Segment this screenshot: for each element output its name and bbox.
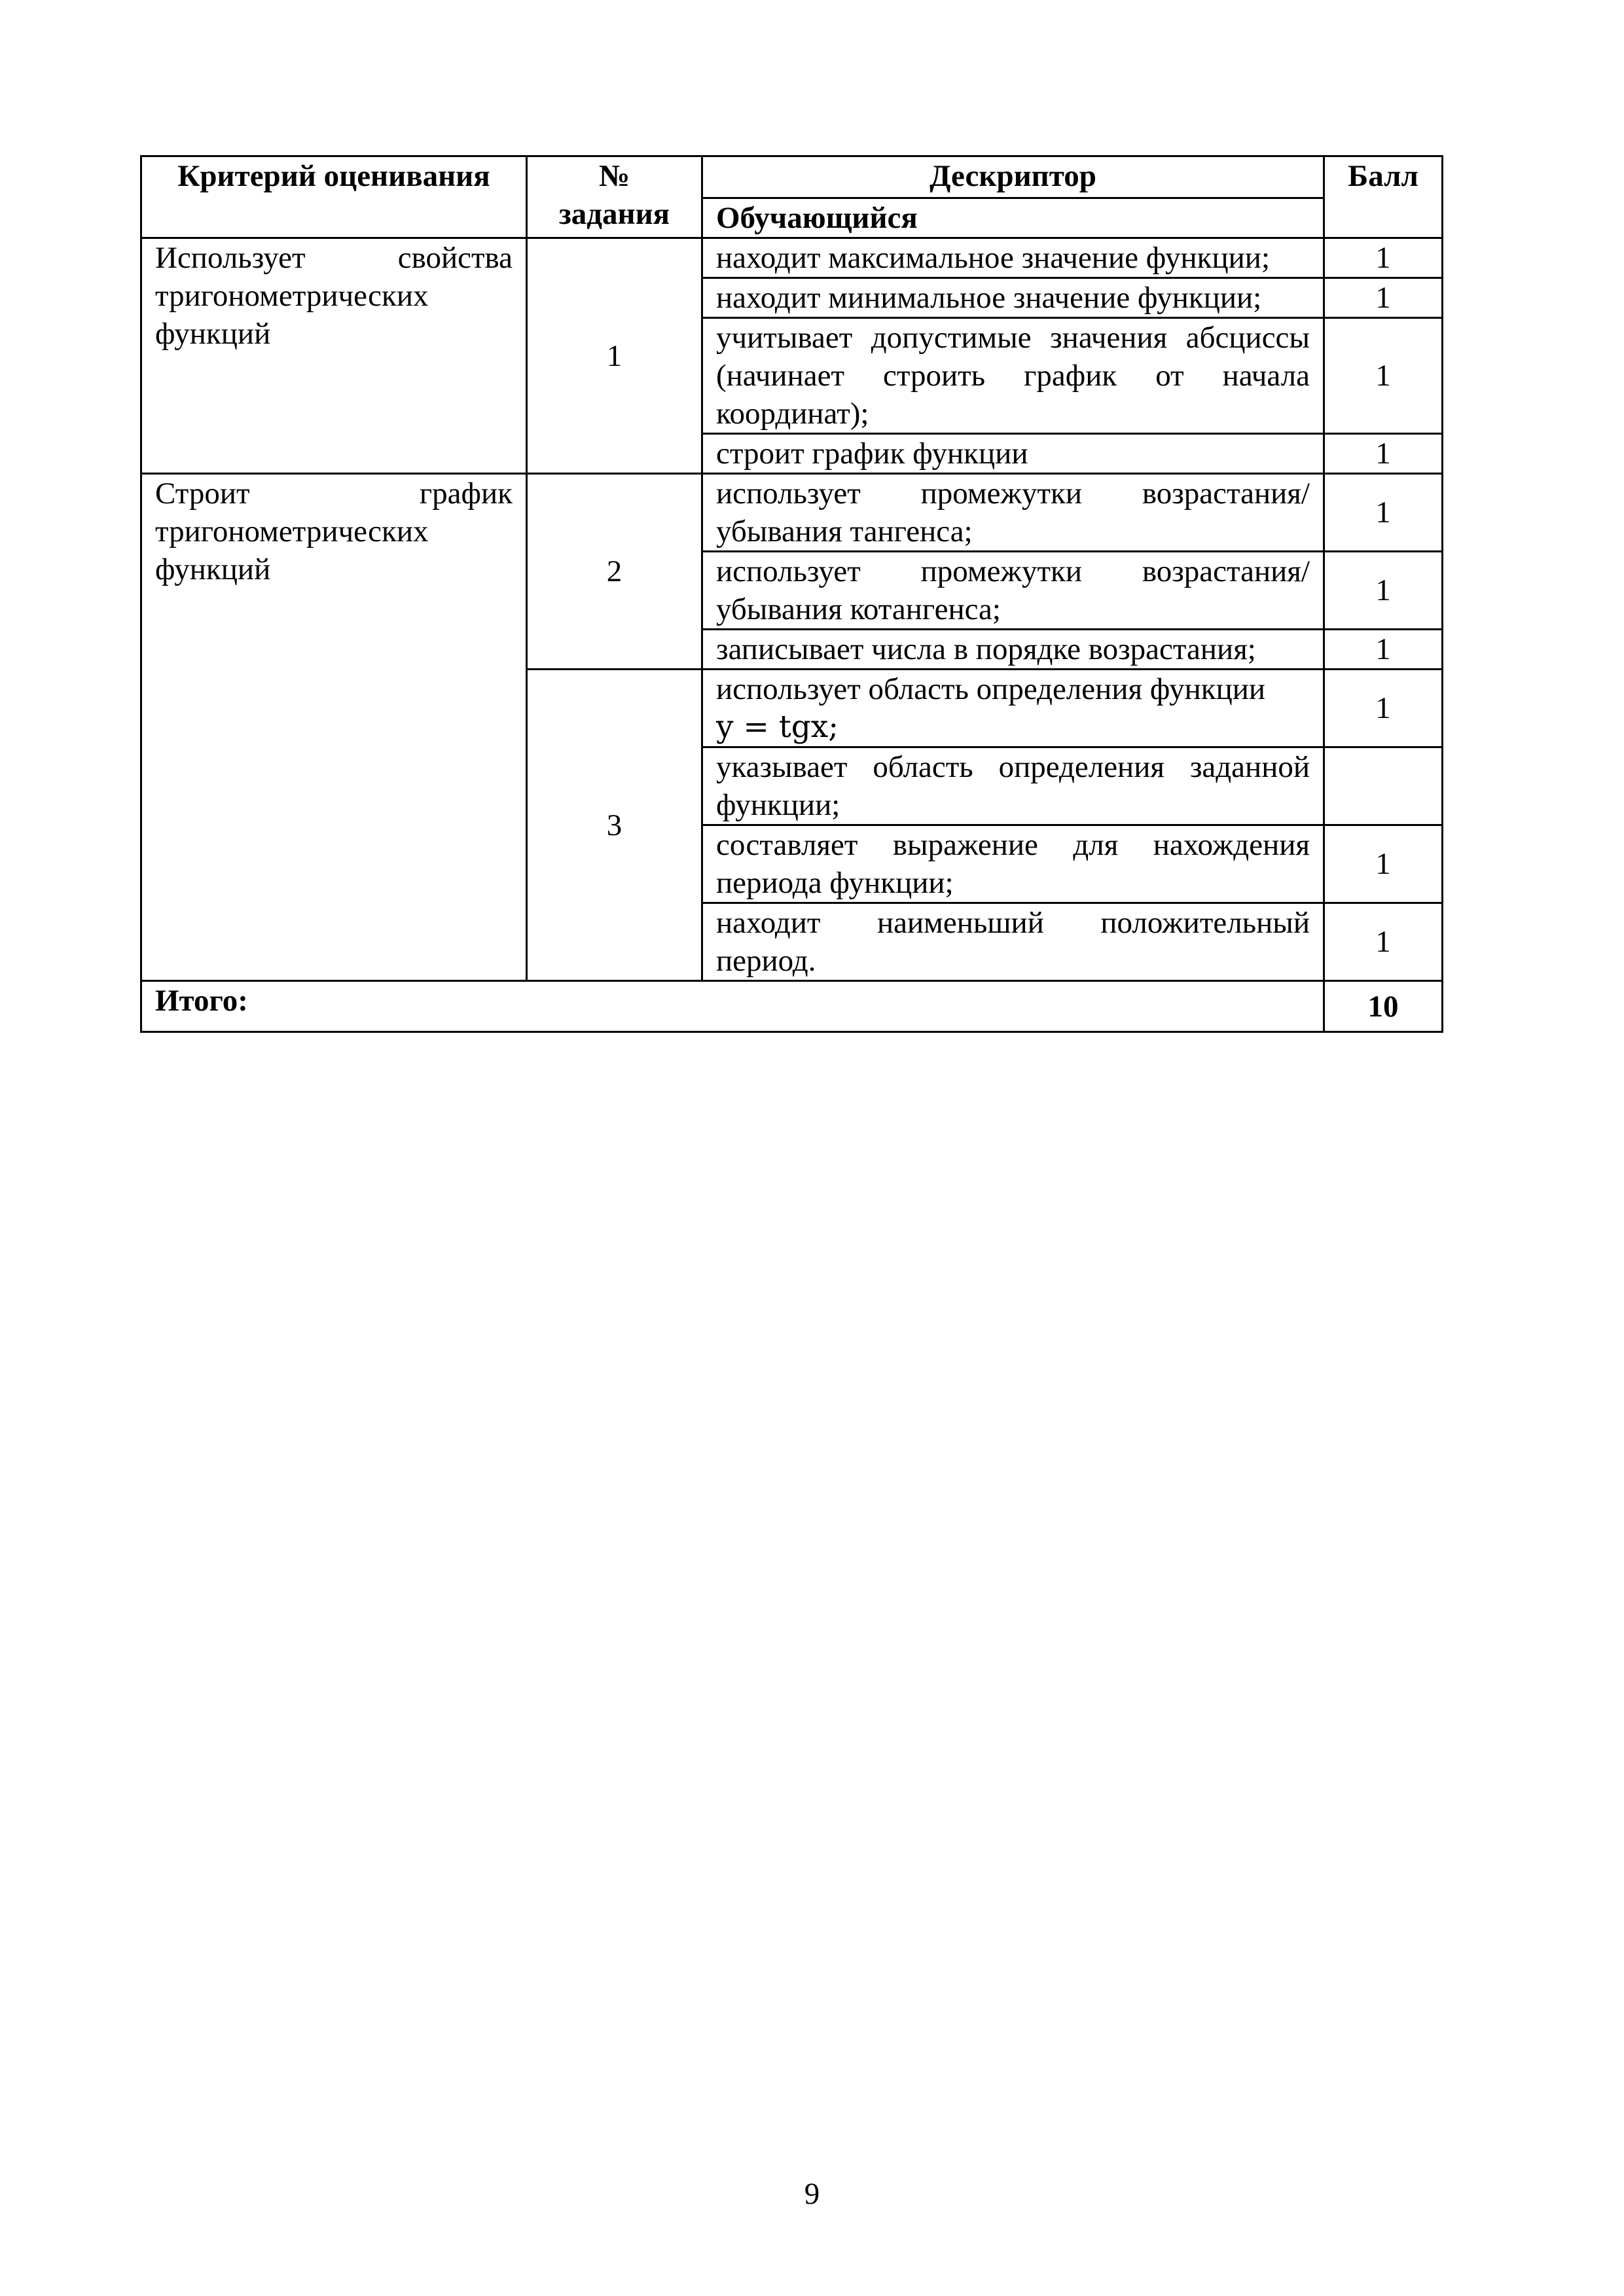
descriptor-cell: находит максимальное значение функции; <box>702 238 1324 278</box>
score-cell: 1 <box>1324 434 1443 474</box>
score-cell: 1 <box>1324 318 1443 434</box>
header-task-number-line1: № <box>598 159 630 193</box>
score-cell: 1 <box>1324 670 1443 747</box>
descriptor-cell: указывает область определения заданной функции; <box>702 747 1324 825</box>
descriptor-cell: использует промежутки возрастания/убывания тангенса; <box>702 474 1324 552</box>
header-criteria: Критерий оценивания <box>141 156 527 238</box>
table-row <box>141 238 1443 278</box>
score-cell: 1 <box>1324 552 1443 630</box>
header-descriptor: Дескриптор <box>702 156 1324 198</box>
score-cell: 1 <box>1324 825 1443 903</box>
task-number-cell: 3 <box>527 670 702 981</box>
descriptor-cell: строит график функции <box>702 434 1324 474</box>
criteria-cell: Строит график тригонометрических функций <box>141 474 527 981</box>
score-cell: 1 <box>1324 238 1443 278</box>
formula: y = tgx; <box>716 709 839 745</box>
score-cell: 1 <box>1324 903 1443 981</box>
table-row <box>141 474 1443 552</box>
assessment-rubric-table <box>140 155 1443 1033</box>
score-cell <box>1324 747 1443 825</box>
descriptor-cell: учитывает допустимые значения абсциссы (начинает строить график от начала координат); <box>702 318 1324 434</box>
total-row <box>141 981 1443 1032</box>
descriptor-cell: составляет выражение для нахождения периода функции; <box>702 825 1324 903</box>
score-cell: 1 <box>1324 630 1443 670</box>
task-number-cell: 1 <box>527 238 702 474</box>
descriptor-cell: находит минимальное значение функции; <box>702 278 1324 318</box>
criteria-cell: Использует свойства тригонометрических функций <box>141 238 527 474</box>
score-cell: 1 <box>1324 474 1443 552</box>
score-cell: 1 <box>1324 278 1443 318</box>
header-score: Балл <box>1324 156 1443 238</box>
descriptor-text: использует область определения функции <box>716 672 1266 706</box>
descriptor-cell <box>702 670 1324 747</box>
total-score: 10 <box>1324 981 1443 1032</box>
header-task-number-line2: задания <box>558 197 670 231</box>
total-label: Итого: <box>141 981 1324 1032</box>
header-learner: Обучающийся <box>702 198 1324 238</box>
page-number: 9 <box>804 2177 820 2211</box>
descriptor-cell: записывает числа в порядке возрастания; <box>702 630 1324 670</box>
task-number-cell: 2 <box>527 474 702 670</box>
descriptor-cell: использует промежутки возрастания/убывания котангенса; <box>702 552 1324 630</box>
descriptor-cell: находит наименьший положительный период. <box>702 903 1324 981</box>
header-task-number <box>527 156 702 238</box>
header-row <box>141 156 1443 198</box>
